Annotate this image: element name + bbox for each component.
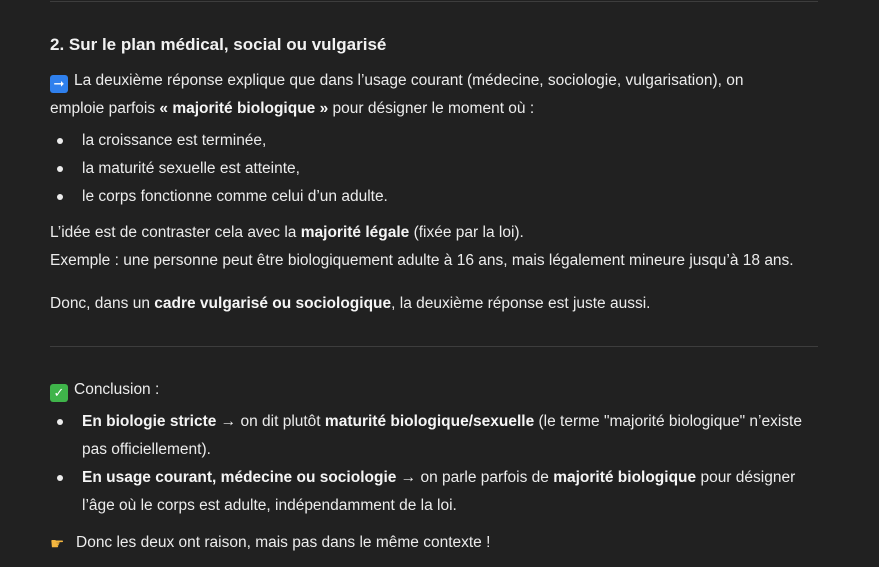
donc-line bbox=[50, 294, 650, 314]
intro-text-2b: « majorité biologique » bbox=[159, 100, 329, 117]
conclusion-item-1-mid: → on dit plutôt bbox=[216, 413, 325, 430]
donc-text-c: , la deuxième réponse est juste aussi. bbox=[391, 295, 651, 312]
bullet-dot bbox=[57, 419, 63, 425]
conclusion-item-1-line-1 bbox=[82, 412, 802, 432]
contrast-text-c: (fixée par la loi). bbox=[409, 224, 524, 241]
conclusion-item-2-line-1 bbox=[82, 468, 795, 488]
bullet-dot bbox=[57, 166, 63, 172]
donc-text-a: Donc, dans un bbox=[50, 295, 155, 312]
bullet-dot bbox=[57, 475, 63, 481]
section-heading: 2. Sur le plan médical, social ou vulgarisé bbox=[50, 35, 387, 54]
divider-middle bbox=[50, 346, 818, 347]
bullet-dot bbox=[57, 194, 63, 200]
contrast-line bbox=[50, 223, 524, 243]
intro-line-2 bbox=[50, 99, 534, 119]
intro-text-2c: pour désigner le moment où : bbox=[328, 100, 535, 117]
list-item: le corps fonctionne comme celui d’un adulte. bbox=[82, 188, 388, 205]
intro-text-1: La deuxième réponse explique que dans l’usage courant (médecine, sociologie, vulgarisation), on bbox=[74, 72, 744, 89]
contrast-text-a: L’idée est de contraster cela avec la bbox=[50, 224, 301, 241]
list-item: la croissance est terminée, bbox=[82, 132, 267, 149]
bullet-dot bbox=[57, 138, 63, 144]
pointing-hand-icon: ☛ bbox=[50, 536, 65, 553]
intro-line-1 bbox=[50, 71, 744, 93]
example-line: Exemple : une personne peut être biologiquement adulte à 16 ans, mais légalement mineure jusqu’à 18 ans. bbox=[50, 252, 794, 269]
intro-text-2a: emploie parfois bbox=[50, 100, 160, 117]
conclusion-item-1-bold: En biologie stricte bbox=[82, 413, 217, 430]
final-text: Donc les deux ont raison, mais pas dans le même contexte ! bbox=[76, 534, 491, 551]
conclusion-item-2-end: pour désigner bbox=[696, 469, 796, 486]
conclusion-item-2-mid: → on parle parfois de bbox=[396, 469, 554, 486]
conclusion-item-1-end: (le terme "majorité biologique" n’existe bbox=[534, 413, 802, 430]
conclusion-item-1-line-2: pas officiellement). bbox=[82, 441, 211, 458]
conclusion-item-2-line-2: l’âge où le corps est adulte, indépendamment de la loi. bbox=[82, 497, 457, 514]
list-item: la maturité sexuelle est atteinte, bbox=[82, 160, 300, 177]
divider-top bbox=[50, 1, 818, 2]
conclusion-item-2-bold2: majorité biologique bbox=[553, 469, 697, 486]
contrast-text-b: majorité légale bbox=[300, 224, 410, 241]
donc-text-b: cadre vulgarisé ou sociologique bbox=[154, 295, 392, 312]
conclusion-title-line bbox=[50, 380, 159, 402]
final-line bbox=[50, 533, 490, 554]
right-arrow-icon: ➞ bbox=[50, 75, 68, 93]
conclusion-title: Conclusion : bbox=[74, 381, 160, 398]
check-mark-icon: ✓ bbox=[50, 384, 68, 402]
conclusion-item-1-bold2: maturité biologique/sexuelle bbox=[324, 413, 535, 430]
conclusion-item-2-bold: En usage courant, médecine ou sociologie bbox=[82, 469, 397, 486]
